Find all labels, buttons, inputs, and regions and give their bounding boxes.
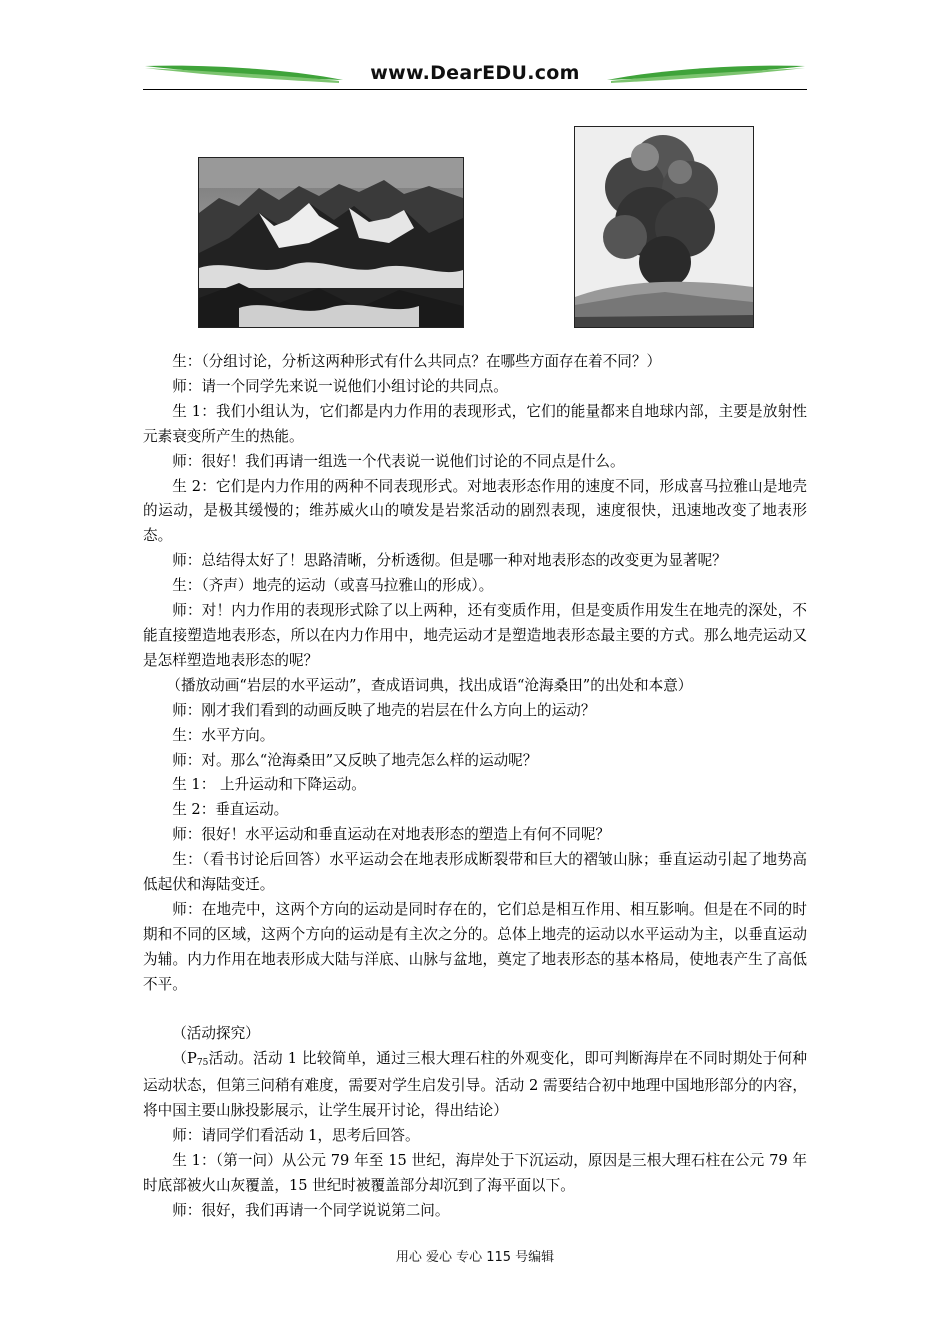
- paragraph: 生：水平方向。: [172, 726, 275, 744]
- volcano-photo: [574, 126, 754, 328]
- header-rule: [143, 89, 807, 90]
- paragraph: 师：对。那么“沧海桑田”又反映了地壳怎么样的运动呢？: [172, 751, 538, 769]
- paragraph: 师：很好，我们再请一个同学说说第二问。: [172, 1201, 450, 1219]
- paragraph-text: 活动。活动 1 比较简单，通过三根大理石柱的外观变化，即可判断海岸在不同时期处于何种运动状态，但第三问稍有难度，需要对学生启发引导。活动 2 需要结合初中地理中国地形部分的内容，将中国主要山脉投影展示，让学生展开讨论，得出结论）: [143, 1050, 807, 1120]
- page-footer: 用心 爱心 专心 115 号编辑: [395, 1250, 555, 1265]
- paragraph: （播放动画“岩层的水平运动”，查成语词典，找出成语“沧海桑田”的出处和本意）: [166, 676, 693, 694]
- paragraph: 师：刚才我们看到的动画反映了地壳的岩层在什么方向上的运动？: [172, 701, 596, 719]
- site-url: www.DearEDU.com: [370, 62, 580, 84]
- paragraph: 生 2：它们是内力作用的两种不同表现形式。对地表形态作用的速度不同，形成喜马拉雅山是地壳的运动，是极其缓慢的；维苏威火山的喷发是岩浆活动的剧烈表现，速度很快，迅速地改变了地表形态。: [143, 477, 807, 545]
- paren-open: （P: [172, 1050, 197, 1068]
- paragraph: 师：很好！我们再请一组选一个代表说一说他们讨论的不同点是什么。: [172, 452, 625, 470]
- paragraph: 师：在地壳中，这两个方向的运动是同时存在的，它们总是相互作用、相互影响。但是在不同的时期和不同的区域，这两个方向的运动是有主次之分的。总体上地壳的运动以水平运动为主，以垂直运动为辅。内力作用在地表形成大陆与洋底、山脉与盆地，奠定了地表形态的基本格局，使地表产生了高低不平。: [143, 900, 807, 993]
- paragraph: 生 1： 上升运动和下降运动。: [172, 776, 366, 794]
- header-banner: [143, 60, 807, 92]
- paragraph: 师：很好！水平运动和垂直运动在对地表形态的塑造上有何不同呢？: [172, 826, 611, 844]
- mountains-photo: [198, 157, 464, 328]
- paragraph: 生：（看书讨论后回答）水平运动会在地表形成断裂带和巨大的褶皱山脉；垂直运动引起了地势高低起伏和海陆变迁。: [143, 851, 807, 894]
- paragraph: 师：总结得太好了！思路清晰，分析透彻。但是哪一种对地表形态的改变更为显著呢？: [172, 552, 727, 570]
- section-heading: （活动探究）: [172, 1025, 260, 1043]
- paragraph: 生 1：（第一问）从公元 79 年至 15 世纪，海岸处于下沉运动，原因是三根大理石柱在公元 79 年时底部被火山灰覆盖，15 世纪时被覆盖部分却沉到了海平面以下。: [143, 1151, 807, 1194]
- paragraph: 生：（齐声）地壳的运动（或喜马拉雅山的形成）。: [172, 577, 494, 595]
- paragraph: 师：请一个同学先来说一说他们小组讨论的共同点。: [172, 377, 508, 395]
- paragraph: 师：对！内力作用的表现形式除了以上两种，还有变质作用，但是变质作用发生在地壳的深处，不能直接塑造地表形态，所以在内力作用中，地壳运动才是塑造地表形态最主要的方式。那么地壳运动又是怎样塑造地表形态的呢？: [143, 602, 807, 669]
- paragraph: [143, 1047, 807, 1124]
- page-subscript: 75: [196, 1058, 209, 1069]
- paragraph: 生 2：垂直运动。: [172, 801, 289, 819]
- paragraph: 师：请同学们看活动 1，思考后回答。: [172, 1127, 420, 1145]
- lesson-transcript: [143, 350, 807, 1224]
- paragraph: 生：（分组讨论，分析这两种形式有什么共同点？在哪些方面存在着不同？）: [172, 353, 662, 370]
- paragraph: 生 1：我们小组认为，它们都是内力作用的表现形式，它们的能量都来自地球内部，主要是放射性元素衰变所产生的热能。: [143, 402, 807, 445]
